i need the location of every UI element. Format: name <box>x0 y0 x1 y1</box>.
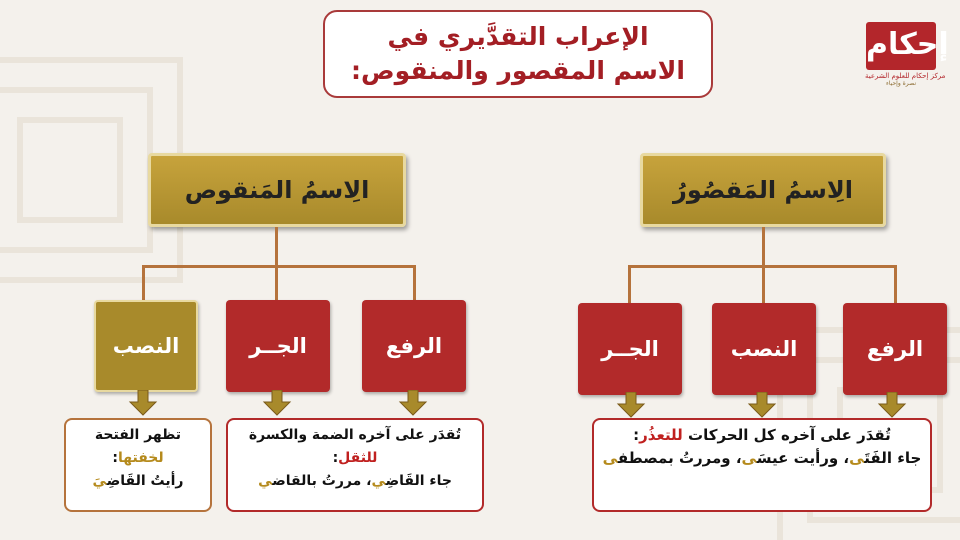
title-line-1: الإعراب التقدَّيري في <box>387 22 649 51</box>
maqsur-node-jarr: الجــر <box>578 303 682 395</box>
logo-mark: إحكام <box>866 22 936 70</box>
connector <box>142 265 145 301</box>
page-title <box>323 10 713 98</box>
maqsur-heading: الِاسمُ المَقصُورُ <box>640 153 886 227</box>
logo <box>865 22 949 90</box>
arrow-down-icon <box>128 390 158 416</box>
connector <box>762 265 765 303</box>
arrow-down-icon <box>616 392 646 418</box>
manqus-description-raf-jarr: تُقدَر على آخره الضمة والكسرة للثقل: جاء القَاضِي، مررتُ بالقاضي <box>226 418 484 512</box>
maqsur-node-nasb: النصب <box>712 303 816 395</box>
connector <box>894 265 897 303</box>
connector <box>762 227 765 267</box>
connector <box>275 265 278 301</box>
arrow-down-icon <box>877 392 907 418</box>
title-line-2: الاسم المقصور والمنقوص: <box>351 56 685 85</box>
connector <box>275 227 278 267</box>
arrow-down-icon <box>262 390 292 416</box>
maqsur-description: تُقدَر على آخره كل الحركات للتعذُر: جاء الفَتَى، ورأيت عيسَى، ومررتُ بمصطفى <box>592 418 932 512</box>
connector <box>628 265 631 303</box>
manqus-heading: الِاسمُ المَنقوص <box>148 153 406 227</box>
connector <box>413 265 416 301</box>
logo-subtitle: مركز إحكام للعلوم الشرعية <box>865 72 946 80</box>
arrow-down-icon <box>398 390 428 416</box>
maqsur-node-raf: الرفع <box>843 303 947 395</box>
connector <box>142 265 416 268</box>
manqus-node-raf: الرفع <box>362 300 466 392</box>
manqus-node-nasb: النصب <box>94 300 198 392</box>
manqus-description-nasb: تظهر الفتحة لخفتها: رأيتُ القَاضِيَ <box>64 418 212 512</box>
arrow-down-icon <box>747 392 777 418</box>
logo-small-text: نصرة وإحياء <box>886 80 916 87</box>
manqus-node-jarr: الجــر <box>226 300 330 392</box>
